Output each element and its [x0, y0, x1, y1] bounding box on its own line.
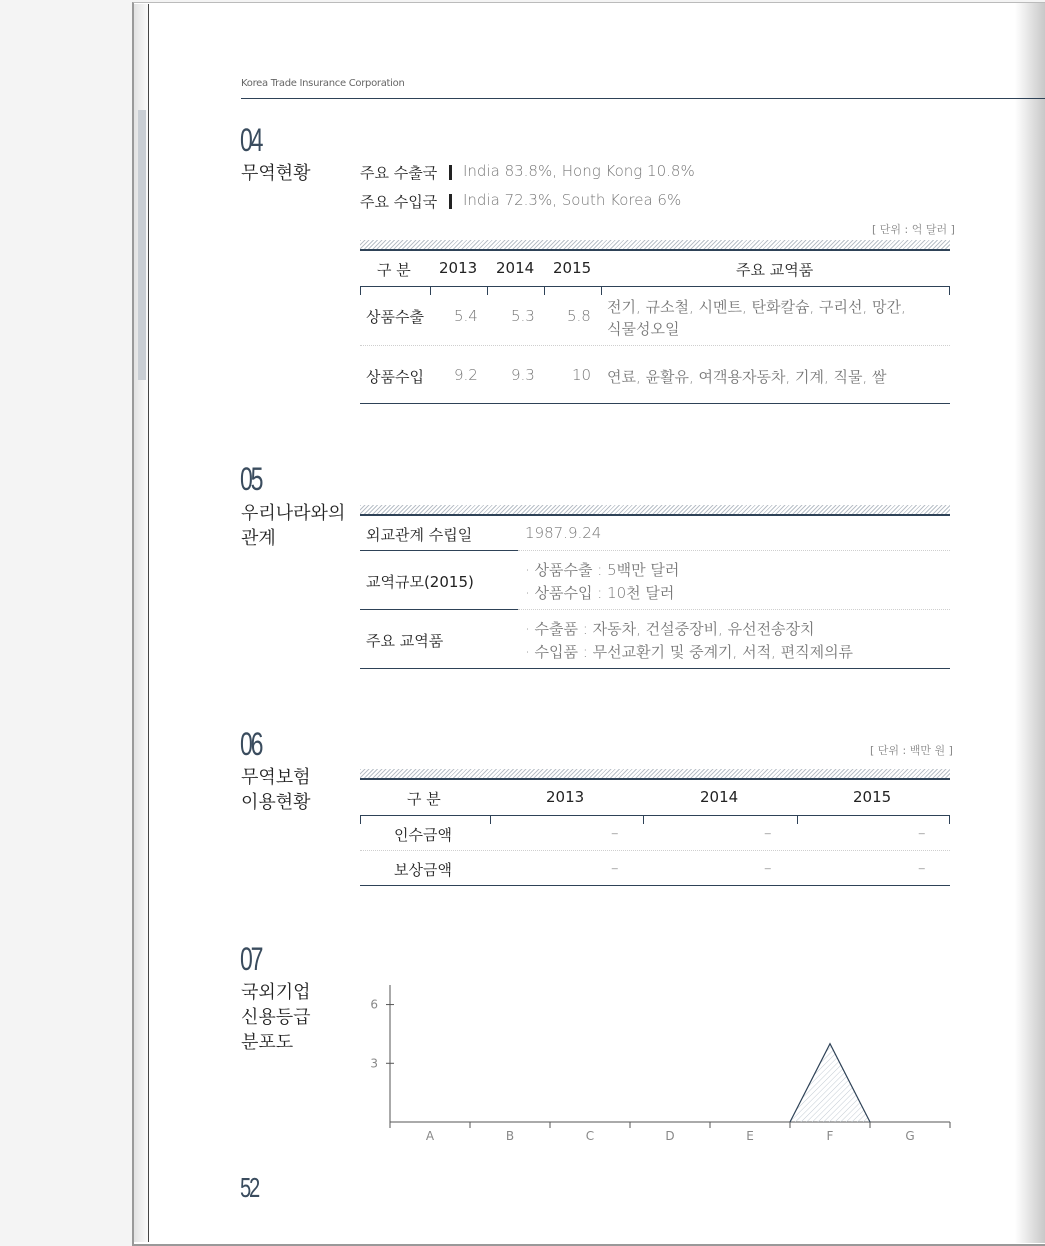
table-bottom-line — [360, 668, 950, 669]
cell-2014: 5.3 — [511, 307, 535, 325]
main-exports-label: 주요 수출국 — [360, 164, 438, 182]
col-header-2015: 2015 — [553, 259, 592, 277]
col-header-2015: 2015 — [853, 788, 892, 806]
table-bottom-line — [360, 403, 950, 404]
import-items: · 수입품 : 무선교환기 및 중계기, 서적, 편직제의류 — [525, 643, 854, 661]
col-tick — [797, 815, 798, 824]
row-divider — [518, 550, 950, 551]
col-header-2014: 2014 — [700, 788, 739, 806]
diplomatic-date: 1987.9.24 — [525, 524, 602, 542]
section-06-title-line1: 무역보험 — [241, 767, 311, 788]
cell-2013: 5.4 — [454, 307, 478, 325]
col-tick — [490, 815, 491, 824]
row-label: 상품수출 — [366, 308, 424, 326]
x-tick-label-B: B — [505, 1129, 515, 1143]
section-07-number: 07 — [240, 941, 262, 977]
section-07-title-line1: 국외기업 — [241, 982, 311, 1003]
section-05-number: 05 — [240, 461, 262, 497]
col-header-items: 주요 교역품 — [736, 261, 814, 279]
row-label: 외교관계 수립일 — [366, 526, 473, 544]
section-07-title-line2: 신용등급 — [241, 1007, 311, 1028]
table-bottom-line — [360, 885, 950, 886]
section-06-number: 06 — [240, 726, 262, 762]
table-top-line — [360, 514, 950, 516]
cell-2014: – — [764, 859, 772, 877]
x-tick-label-F: F — [826, 1129, 834, 1143]
x-tick-label-E: E — [746, 1129, 754, 1143]
col-header-2013: 2013 — [546, 788, 585, 806]
separator-bar — [449, 165, 452, 180]
trade-export: · 상품수출 : 5백만 달러 — [525, 561, 680, 579]
x-tick-label-D: D — [665, 1129, 675, 1143]
col-header-2013: 2013 — [439, 259, 478, 277]
credit-rating-chart — [360, 980, 960, 1150]
cell-2015: 10 — [572, 366, 592, 384]
section-05-title-line1: 우리나라와의 — [241, 503, 346, 524]
cell-2013: 9.2 — [454, 366, 478, 384]
table-hatch — [360, 240, 950, 249]
main-exports-value: India 83.8%, Hong Kong 10.8% — [463, 162, 695, 180]
section-04-number: 04 — [240, 122, 262, 158]
cell-2015: – — [918, 859, 926, 877]
section-04-title: 무역현황 — [241, 163, 311, 184]
trade-import: · 상품수입 : 10천 달러 — [525, 584, 675, 602]
section-07-title-line3: 분포도 — [241, 1032, 294, 1053]
col-header-2014: 2014 — [496, 259, 535, 277]
table-hatch — [360, 769, 950, 778]
col-tick — [360, 286, 361, 295]
row-label: 교역규모(2015) — [366, 573, 474, 591]
cell-2015: – — [918, 824, 926, 842]
cell-2013: – — [611, 824, 619, 842]
col-tick — [949, 286, 950, 295]
main-imports-value: India 72.3%, South Korea 6% — [463, 191, 682, 209]
row-divider — [518, 609, 950, 610]
col-tick — [643, 815, 644, 824]
unit-label: [ 단위 : 백만 원 ] — [870, 744, 953, 757]
header-underline — [360, 815, 950, 816]
cell-2014: 9.3 — [511, 366, 535, 384]
row-label: 인수금액 — [394, 826, 452, 844]
header-rule — [241, 98, 1045, 99]
header-underline — [360, 286, 950, 287]
row-divider — [360, 850, 950, 851]
label-underline — [360, 609, 518, 610]
col-header-category: 구 분 — [377, 261, 411, 279]
col-tick — [360, 815, 361, 824]
x-tick-label-C: C — [585, 1129, 595, 1143]
table-hatch — [360, 505, 950, 514]
spine-band — [138, 110, 146, 380]
cell-items-line2: 식물성오일 — [607, 320, 680, 338]
section-05-title-line2: 관계 — [241, 528, 276, 549]
row-label: 주요 교역품 — [366, 632, 444, 650]
col-tick — [601, 286, 602, 295]
cell-items: 전기, 규소철, 시멘트, 탄화칼슘, 구리선, 망간, — [607, 298, 906, 316]
cell-items: 연료, 윤활유, 여객용자동차, 기계, 직물, 쌀 — [607, 368, 887, 386]
x-ticks — [390, 1122, 950, 1143]
y-tick-label: 3 — [370, 1056, 378, 1071]
x-tick-label-A: A — [425, 1129, 435, 1143]
table-top-line — [360, 249, 950, 251]
col-tick — [430, 286, 431, 295]
cell-2013: – — [611, 859, 619, 877]
export-items: · 수출품 : 자동차, 건설중장비, 유선전송장치 — [525, 620, 815, 638]
section-06-title-line2: 이용현황 — [241, 792, 311, 813]
series-area — [790, 1044, 870, 1122]
row-label: 보상금액 — [394, 861, 452, 879]
main-imports-label: 주요 수입국 — [360, 193, 438, 211]
page-number: 52 — [240, 1172, 259, 1203]
col-tick — [487, 286, 488, 295]
table-top-line — [360, 778, 950, 780]
x-tick-label-G: G — [905, 1129, 915, 1143]
row-divider — [360, 345, 950, 346]
page-curl-shadow — [1015, 3, 1045, 1243]
cell-2015: 5.8 — [567, 307, 591, 325]
label-underline — [360, 550, 518, 551]
col-header-category: 구 분 — [407, 790, 441, 808]
unit-label: [ 단위 : 억 달러 ] — [872, 223, 955, 236]
y-tick-label: 6 — [370, 997, 378, 1012]
separator-bar — [449, 194, 452, 209]
header-org: Korea Trade Insurance Corporation — [241, 78, 405, 89]
cell-2014: – — [764, 824, 772, 842]
col-tick — [544, 286, 545, 295]
row-label: 상품수입 — [366, 368, 424, 386]
col-tick — [949, 815, 950, 824]
